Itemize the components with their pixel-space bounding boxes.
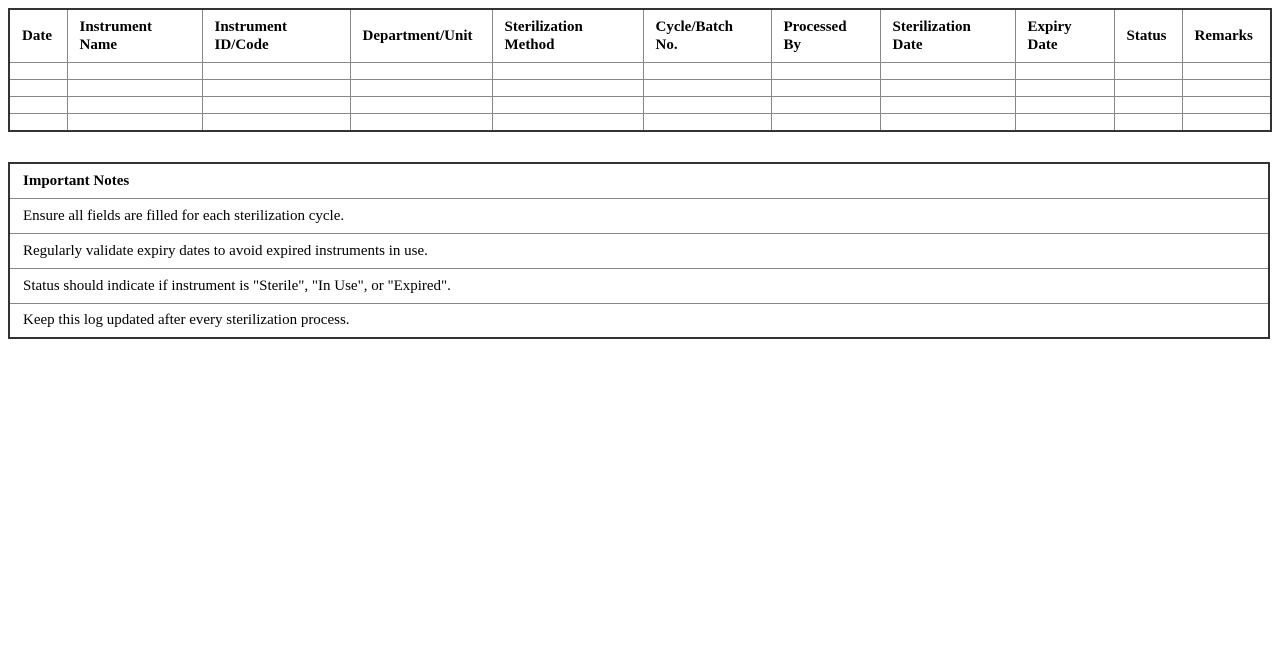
header-sterilization-date: Sterilization Date bbox=[880, 9, 1015, 63]
table-cell[interactable] bbox=[492, 114, 643, 131]
table-cell[interactable] bbox=[643, 97, 771, 114]
table-cell[interactable] bbox=[643, 114, 771, 131]
table-cell[interactable] bbox=[350, 80, 492, 97]
table-cell[interactable] bbox=[9, 63, 67, 80]
table-cell[interactable] bbox=[202, 114, 350, 131]
table-cell[interactable] bbox=[492, 80, 643, 97]
header-instrument-name: Instrument Name bbox=[67, 9, 202, 63]
table-cell[interactable] bbox=[492, 97, 643, 114]
note-item: Keep this log updated after every sterilization process. bbox=[9, 303, 1269, 338]
table-cell[interactable] bbox=[771, 114, 880, 131]
table-cell[interactable] bbox=[880, 114, 1015, 131]
header-sterilization-method: Sterilization Method bbox=[492, 9, 643, 63]
table-cell[interactable] bbox=[1182, 114, 1271, 131]
table-cell[interactable] bbox=[492, 63, 643, 80]
sterilization-log-table bbox=[8, 8, 1272, 132]
table-cell[interactable] bbox=[771, 63, 880, 80]
header-expiry-date: Expiry Date bbox=[1015, 9, 1114, 63]
note-row bbox=[9, 303, 1269, 338]
notes-heading-row bbox=[9, 163, 1269, 198]
table-row bbox=[9, 80, 1271, 97]
table-row bbox=[9, 97, 1271, 114]
header-remarks: Remarks bbox=[1182, 9, 1271, 63]
table-cell[interactable] bbox=[202, 97, 350, 114]
table-cell[interactable] bbox=[67, 80, 202, 97]
table-cell[interactable] bbox=[643, 80, 771, 97]
table-cell[interactable] bbox=[1015, 97, 1114, 114]
table-cell[interactable] bbox=[1015, 114, 1114, 131]
notes-heading: Important Notes bbox=[9, 163, 1269, 198]
table-cell[interactable] bbox=[67, 97, 202, 114]
header-date: Date bbox=[9, 9, 67, 63]
table-cell[interactable] bbox=[1015, 63, 1114, 80]
table-cell[interactable] bbox=[643, 63, 771, 80]
table-header-row bbox=[9, 9, 1271, 63]
table-cell[interactable] bbox=[350, 63, 492, 80]
header-cycle-batch: Cycle/Batch No. bbox=[643, 9, 771, 63]
table-cell[interactable] bbox=[1182, 97, 1271, 114]
table-cell[interactable] bbox=[350, 97, 492, 114]
table-cell[interactable] bbox=[202, 80, 350, 97]
table-cell[interactable] bbox=[771, 80, 880, 97]
header-department: Department/Unit bbox=[350, 9, 492, 63]
table-cell[interactable] bbox=[1182, 80, 1271, 97]
header-instrument-id: Instrument ID/Code bbox=[202, 9, 350, 63]
note-row bbox=[9, 198, 1269, 233]
table-cell[interactable] bbox=[771, 97, 880, 114]
important-notes-table bbox=[8, 162, 1270, 339]
note-item: Regularly validate expiry dates to avoid expired instruments in use. bbox=[9, 233, 1269, 268]
table-cell[interactable] bbox=[67, 63, 202, 80]
table-row bbox=[9, 114, 1271, 131]
table-cell[interactable] bbox=[9, 97, 67, 114]
table-cell[interactable] bbox=[1182, 63, 1271, 80]
table-cell[interactable] bbox=[67, 114, 202, 131]
header-processed-by: Processed By bbox=[771, 9, 880, 63]
table-cell[interactable] bbox=[1114, 97, 1182, 114]
table-cell[interactable] bbox=[880, 80, 1015, 97]
note-item: Ensure all fields are filled for each sterilization cycle. bbox=[9, 198, 1269, 233]
table-cell[interactable] bbox=[1114, 114, 1182, 131]
table-cell[interactable] bbox=[1114, 80, 1182, 97]
note-item: Status should indicate if instrument is "Sterile", "In Use", or "Expired". bbox=[9, 268, 1269, 303]
table-cell[interactable] bbox=[1114, 63, 1182, 80]
table-cell[interactable] bbox=[202, 63, 350, 80]
table-cell[interactable] bbox=[880, 63, 1015, 80]
note-row bbox=[9, 268, 1269, 303]
table-cell[interactable] bbox=[9, 114, 67, 131]
table-cell[interactable] bbox=[880, 97, 1015, 114]
table-cell[interactable] bbox=[9, 80, 67, 97]
table-cell[interactable] bbox=[1015, 80, 1114, 97]
header-status: Status bbox=[1114, 9, 1182, 63]
table-row bbox=[9, 63, 1271, 80]
table-cell[interactable] bbox=[350, 114, 492, 131]
note-row bbox=[9, 233, 1269, 268]
